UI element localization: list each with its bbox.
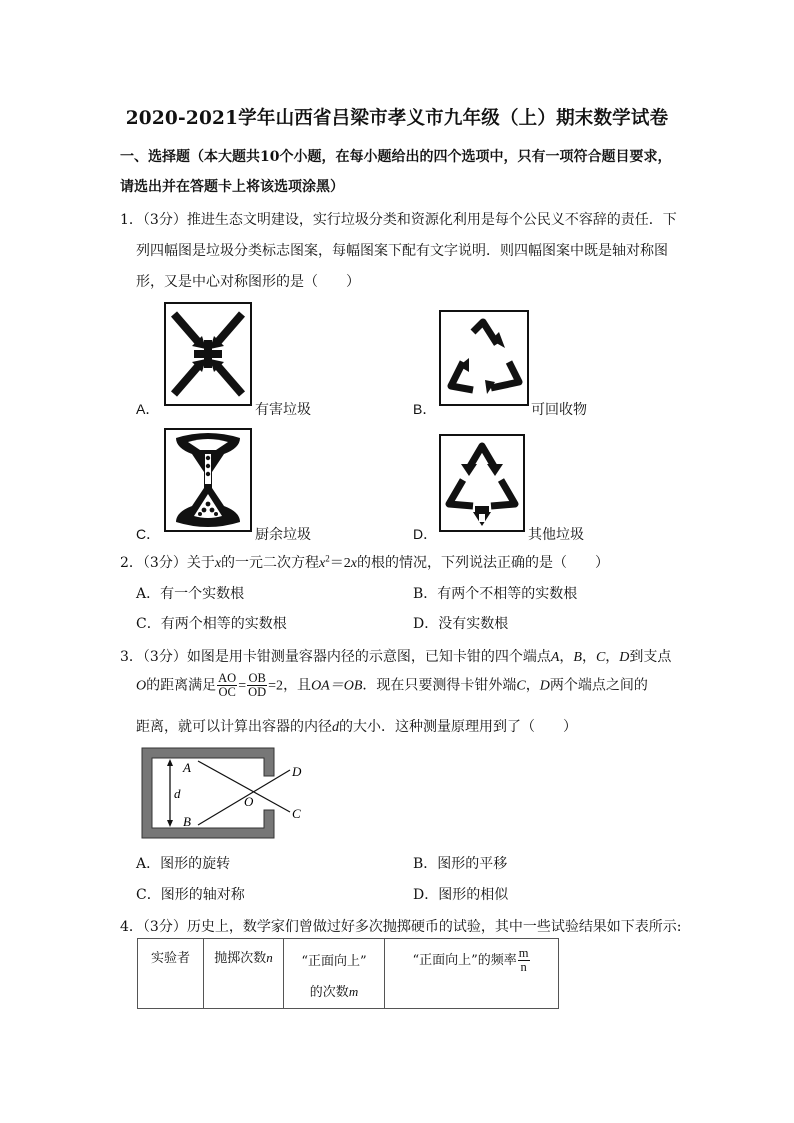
q3-option-d: D．图形的相似 [413,887,509,903]
q3-frac1-num: AO [218,671,237,685]
table-frac-den: n [520,960,527,974]
q3-eq2: =2 [268,678,284,694]
kitchen-waste-icon [164,428,252,532]
q1-line1: 1．（3分）推进生态文明建设，实行垃圾分类和资源化利用是每个公民义不容辞的责任．下 [120,212,677,228]
q3-line2-mid: ．现在只要测得卡钳外端 [362,677,517,694]
fig-label-a: A [183,760,191,775]
q3-var-d-2: D [539,678,550,694]
q2-eq-sup: 2 [325,553,330,564]
q2-option-d: D．没有实数根 [413,616,509,632]
table-header-tosses [204,939,284,1009]
table-header-frequency [385,939,559,1009]
q3-fraction-ob-od [247,672,267,699]
q1-option-c-caption: 厨余垃圾 [255,527,311,543]
q3-var-b: B [573,650,582,665]
q1-option-d-label: D． [413,526,438,542]
section-header-line1: 一、选择题（本大题共10个小题，在每小题给出的四个选项中，只有一项符合题目要求， [120,149,672,165]
q2-eq-x2: x [350,556,357,571]
q3-comma-4: ， [525,677,540,694]
q1-line2: 列四幅图是垃圾分类标志图案，每幅图案下配有文字说明．则四幅图案中既是轴对称图 [136,243,668,259]
q3-line1-text: 3．（3分）如图是用卡钳测量容器内径的示意图，已知卡钳的四个端点 [120,649,551,665]
q3-frac1-den: OC [218,685,236,699]
table-header-experimenter: 实验者 [138,939,204,1009]
q2-mid: 的一元二次方程 [221,555,320,571]
q3-oa-eq-ob: OA＝OB [311,678,363,694]
q1-option-c-label: C． [136,526,161,542]
fig-label-d: D [292,764,302,779]
q2-option-c: C．有两个相等的实数根 [136,616,287,632]
q3-line2-tail: 两个端点之间的 [549,677,648,694]
fig-label-c: C [292,806,301,821]
table-header-frequency-fraction [518,947,530,974]
harmful-waste-icon [164,302,252,406]
q3-option-c: C．图形的轴对称 [136,887,245,903]
q2-tail: 的根的情况，下列说法正确的是（ ） [356,555,609,571]
table-header-heads-count [284,939,385,1009]
fig-label-d-inner: d [174,786,181,801]
q3-line3-tail: 的大小．这种测量原理用到了（ ） [339,719,577,735]
q3-comma-2: ， [581,649,596,665]
q3-comma-1: ， [559,649,574,665]
q3-line1-tail: 到支点 [629,649,672,665]
table-header-frequency-text: “正面向上”的频率 [412,953,517,968]
q3-var-d-inner: d [332,720,339,735]
q3-var-a: A [550,650,560,665]
coin-toss-table [137,938,559,1009]
q3-option-b: B．图形的平移 [413,856,508,872]
fig-label-b: B [183,814,191,829]
q3-option-a: A．图形的旋转 [136,856,231,872]
q3-line1 [120,646,671,666]
q3-var-d: D [619,650,630,665]
q2-option-b: B．有两个不相等的实数根 [413,586,578,602]
q3-frac2-num: OB [248,671,266,685]
table-header-heads-l1: “正面向上” [301,954,367,969]
recyclable-icon [439,310,529,406]
q2-num: 2．（3分）关于 [120,555,215,571]
q1-option-b-caption: 可回收物 [531,402,587,418]
table-header-heads-l2: 的次数 [309,985,349,1000]
q1-option-a-caption: 有害垃圾 [255,402,311,418]
q2-eq-eq: ＝2 [329,556,351,571]
page-title: 2020-2021学年山西省吕梁市孝义市九年级（上）期末数学试卷 [125,108,669,129]
other-waste-icon [439,434,525,532]
q2-option-a: A．有一个实数根 [136,586,245,602]
q3-var-c: C [595,650,606,665]
q1-option-b-label: B． [413,401,437,417]
q3-comma-3: ， [605,649,620,665]
q2-eq-x: x [319,556,326,571]
q3-var-c-2: C [516,678,526,694]
q3-line2 [136,672,648,699]
table-header-tosses-text: 抛掷次数 [214,951,267,966]
q3-var-o: O [136,678,147,694]
table-header-tosses-var: n [266,950,273,965]
q1-line3: 形，又是中心对称图形的是（ ） [136,274,360,290]
q3-frac2-den: OD [248,685,267,699]
q3-line3 [136,716,577,736]
q3-eq1: = [238,678,247,694]
q1-option-d-caption: 其他垃圾 [528,527,584,543]
q2-var-x: x [214,556,222,571]
q3-line3-text: 距离，就可以计算出容器的内径 [136,719,332,735]
caliper-diagram [140,746,320,840]
section-header-line2: 请选出并在答题卡上将该选项涂黑） [120,179,344,195]
q3-line2-and: ，且 [283,677,312,694]
table-header-heads-var: m [348,984,359,999]
q2-stem [120,552,609,572]
table-header-row [138,939,559,1009]
q3-fraction-ao-oc [217,672,237,699]
q1-option-a-label: A． [136,401,160,417]
q4-line1: 4．（3分）历史上，数学家们曾做过好多次抛掷硬币的试验，其中一些试验结果如下表所示: [120,919,682,935]
q3-line2-text: 的距离满足 [146,677,217,694]
table-frac-num: m [518,946,529,960]
fig-label-o: O [244,794,254,809]
